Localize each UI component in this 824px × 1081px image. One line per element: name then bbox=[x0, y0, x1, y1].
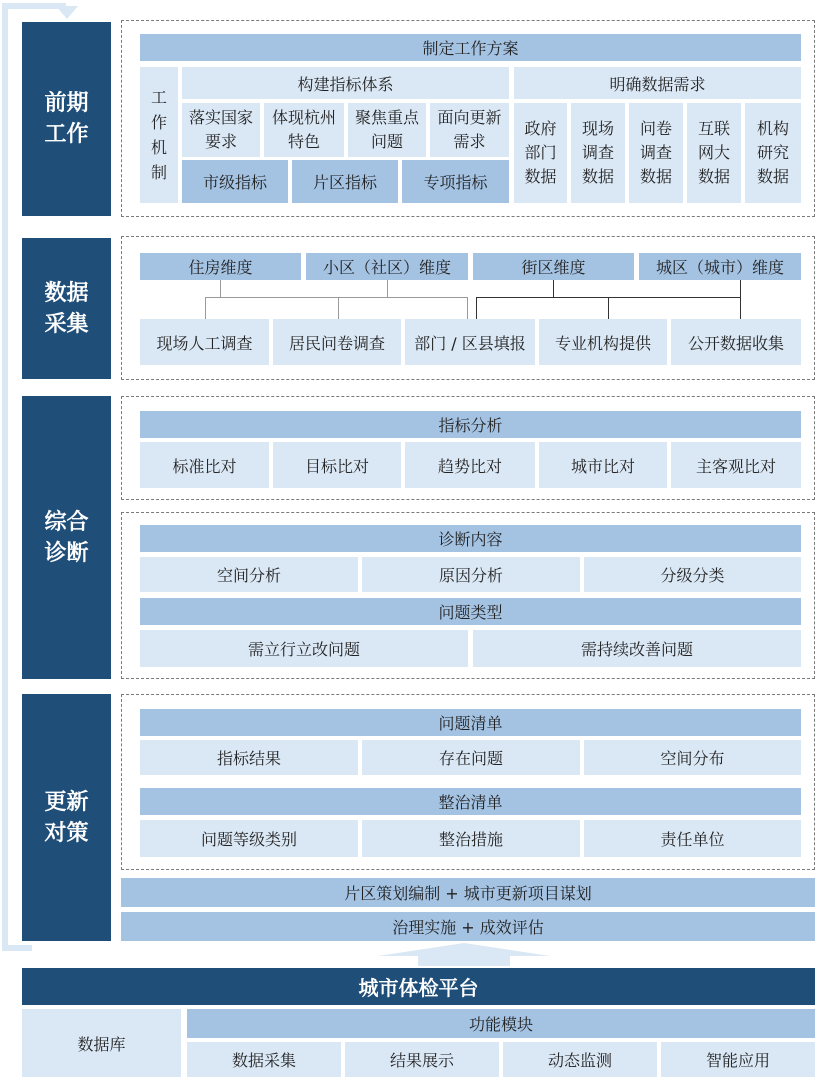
principle-box bbox=[182, 103, 260, 157]
comparison-box: 标准比对 bbox=[140, 442, 269, 488]
principle-label: 面向更新 需求 bbox=[437, 108, 502, 151]
connector-line bbox=[387, 280, 388, 298]
principle-box bbox=[348, 103, 426, 157]
diagnosis-content-box: 空间分析 bbox=[140, 557, 358, 592]
diagnosis-content-box: 原因分析 bbox=[362, 557, 580, 592]
data-source-label: 互联 网大 数据 bbox=[697, 119, 730, 186]
data-source-box bbox=[687, 103, 741, 203]
principle-box bbox=[430, 103, 509, 157]
data-source-label: 现场 调查 数据 bbox=[581, 119, 614, 186]
mechanism-char: 制 bbox=[150, 163, 167, 182]
fix-list-box: 责任单位 bbox=[584, 820, 801, 857]
fix-list-box: 问题等级类别 bbox=[140, 820, 358, 857]
mechanism-char: 机 bbox=[150, 138, 167, 157]
stage-diagnosis-label: 综合诊断 bbox=[44, 509, 89, 566]
data-source-box bbox=[745, 103, 801, 203]
stage-data-collection bbox=[22, 238, 111, 379]
diagnosis-content-bar: 诊断内容 bbox=[140, 525, 801, 552]
work-plan-bar: 制定工作方案 bbox=[140, 34, 801, 61]
issue-list-box: 指标结果 bbox=[140, 740, 358, 775]
connector-line bbox=[740, 280, 741, 298]
stage-early-work-label: 前期工作 bbox=[44, 91, 89, 147]
fix-list-box: 整治措施 bbox=[362, 820, 580, 857]
feedback-loop-arrowhead bbox=[56, 6, 78, 19]
connector-line bbox=[476, 297, 477, 319]
indicator-system-header: 构建指标体系 bbox=[182, 67, 509, 99]
indicator-box: 专项指标 bbox=[402, 160, 509, 203]
issue-list-box: 空间分布 bbox=[584, 740, 801, 775]
data-source-box bbox=[571, 103, 625, 203]
module-box: 动态监测 bbox=[503, 1042, 657, 1077]
data-source-box bbox=[629, 103, 683, 203]
comparison-box: 主客观比对 bbox=[671, 442, 801, 488]
connector-line bbox=[740, 297, 741, 319]
comparison-box: 城市比对 bbox=[539, 442, 667, 488]
planning-bar: 片区策划编制 + 城市更新项目谋划 bbox=[121, 878, 815, 907]
work-mechanism-box bbox=[140, 67, 178, 203]
data-source-label: 机构 研究 数据 bbox=[756, 119, 789, 186]
principle-box bbox=[264, 103, 344, 157]
connector-line bbox=[205, 297, 206, 319]
connector-line bbox=[553, 280, 554, 298]
data-source-box bbox=[514, 103, 567, 203]
connector-line bbox=[220, 280, 221, 298]
indicator-box: 片区指标 bbox=[292, 160, 398, 203]
collection-method-box: 专业机构提供 bbox=[539, 319, 667, 365]
comparison-box: 趋势比对 bbox=[405, 442, 535, 488]
principle-label: 聚焦重点 问题 bbox=[354, 108, 419, 151]
dimension-box: 街区维度 bbox=[473, 253, 634, 280]
collection-method-box: 现场人工调查 bbox=[140, 319, 269, 365]
connector-line bbox=[205, 297, 467, 298]
implementation-bar: 治理实施 + 成效评估 bbox=[121, 912, 815, 941]
dimension-box: 住房维度 bbox=[140, 253, 301, 280]
collection-method-box: 居民问卷调查 bbox=[273, 319, 401, 365]
problem-type-box: 需持续改善问题 bbox=[473, 630, 801, 667]
connector-line bbox=[467, 297, 468, 319]
problem-type-bar: 问题类型 bbox=[140, 598, 801, 625]
feedback-loop-line bbox=[2, 3, 8, 951]
module-box: 数据采集 bbox=[187, 1042, 341, 1077]
stage-update-strategy bbox=[22, 694, 111, 941]
stage-early-work bbox=[22, 22, 111, 216]
collection-method-box: 公开数据收集 bbox=[671, 319, 801, 365]
feedback-loop-bottom bbox=[2, 945, 32, 951]
issue-list-box: 存在问题 bbox=[362, 740, 580, 775]
stage-data-collection-label: 数据采集 bbox=[44, 280, 89, 337]
principle-label: 落实国家 要求 bbox=[188, 108, 253, 151]
platform-title-bar: 城市体检平台 bbox=[22, 968, 815, 1005]
diagnosis-content-box: 分级分类 bbox=[584, 557, 801, 592]
connector-line bbox=[608, 297, 609, 319]
fix-list-bar: 整治清单 bbox=[140, 788, 801, 815]
data-needs-header: 明确数据需求 bbox=[514, 67, 801, 99]
stage-update-strategy-label: 更新对策 bbox=[44, 789, 89, 846]
indicator-box: 市级指标 bbox=[182, 160, 288, 203]
collection-method-box: 部门 / 区县填报 bbox=[405, 319, 535, 365]
module-box: 智能应用 bbox=[661, 1042, 815, 1077]
mechanism-char: 工 bbox=[150, 88, 167, 107]
indicator-analysis-bar: 指标分析 bbox=[140, 411, 801, 438]
connector-line bbox=[338, 297, 339, 319]
principle-label: 体现杭州 特色 bbox=[271, 108, 336, 151]
problem-type-box: 需立行立改问题 bbox=[140, 630, 468, 667]
platform-up-arrow-shaft bbox=[418, 955, 510, 966]
dimension-box: 城区（城市）维度 bbox=[639, 253, 801, 280]
module-box: 结果展示 bbox=[345, 1042, 499, 1077]
comparison-box: 目标比对 bbox=[273, 442, 401, 488]
data-source-label: 政府 部门 数据 bbox=[524, 119, 557, 186]
mechanism-char: 作 bbox=[150, 113, 167, 132]
database-box: 数据库 bbox=[22, 1009, 181, 1077]
dimension-box: 小区（社区）维度 bbox=[306, 253, 468, 280]
stage-diagnosis bbox=[22, 396, 111, 679]
modules-bar: 功能模块 bbox=[187, 1009, 815, 1038]
issue-list-bar: 问题清单 bbox=[140, 709, 801, 736]
data-source-label: 问卷 调查 数据 bbox=[639, 119, 672, 186]
